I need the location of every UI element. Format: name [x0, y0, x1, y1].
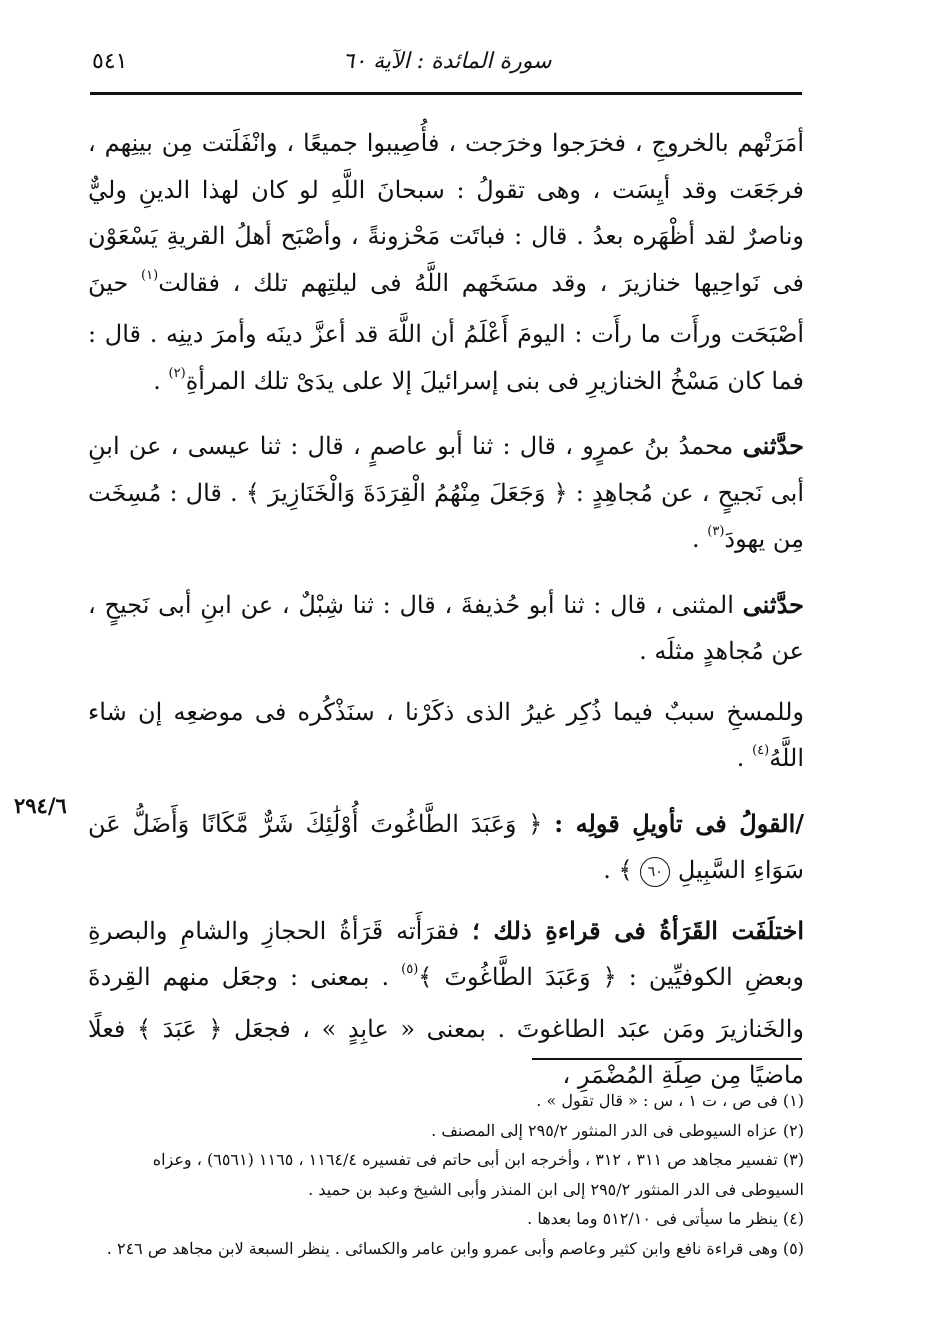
hadith-lead: حدَّثنى: [742, 431, 804, 460]
footnote-ref-2[interactable]: (٢): [168, 365, 186, 381]
footnote-5: (٥) وهى قراءة نافع وابن كثير وعاصم وأبى عمرو وابن عامر والكسائى . ينظر السبعة لابن مجاهد ص ٢٤٦ .: [106, 1238, 804, 1258]
footnote-1: (١) فى ص ، ت ١ ، س : « قال تقول » .: [536, 1091, 804, 1110]
quran-quote: ﴿ وَعَبَدَ الطَّاغُوتَ ﴾: [418, 963, 617, 991]
footnote-2: (٢) عزاه السيوطى فى الدر المنثور ٢٩٥/٢ إلى المصنف .: [431, 1120, 804, 1140]
margin-reference: ٢٩٤/٦: [14, 793, 67, 818]
footnote-ref-3[interactable]: (٣): [707, 524, 725, 539]
paragraph-6: اختلَفَت القَرَأةُ فى قراءةِ ذلك ؛ فقرَأَته قَرَأةُ الحجازِ والشامِ والبصرةِ وبعضِ الكوفيِّين : ﴿ وَعَبَدَ الطَّاغُوتَ ﴾$^{(٥)}$ . بمعنى : وجعَل منهم القِردةَ والخَنازيرَ ومَن عبَد الطاغوتَ . بمعنى « عابِدٍ » ، فجعَل ﴿ عَبَدَ ﴾ فعلًا ماضيًا مِن صِلَةِ المُضْمَرِ ،: [88, 915, 804, 1089]
quran-quote: ﴿ وَعَبَدَ الطَّاغُوتَ أُوْلَٰئِكَ شَرٌّ مَّكَانًا وَأَضَلُّ عَن سَوَاءِ السَّبِيلِ: [88, 809, 804, 884]
header-rule: [90, 92, 802, 95]
paragraph-5: /القولُ فى تأويلِ قولِه : ﴿ وَعَبَدَ الطَّاغُوتَ أُوْلَٰئِكَ شَرٌّ مَّكَانًا وَأَضَلُّ عَن سَوَاءِ السَّبِيلِ ٦٠ ﴾ .: [88, 801, 804, 894]
paragraph-1: أمَرَتْهم بالخروجِ ، فخرَجوا وخرَجت ، فأُصِيبوا جميعًا ، وانْفَلَتت مِن بينِهم ، فرجَعَت وقد أيِسَت ، وهى تقولُ : سبحانَ اللَّهِ لو كان لهذا الدينِ وليٌّ وناصرٌ لقد أظْهَره بعدُ . قال : فباتَت مَحْزونةً ، وأصْبَح أهلُ القريةِ يَسْعَوْن فى نَواحِيها خنازيرَ ، وقد مسَخَهم اللَّهُ فى ليلتِهم تلك ، فقالت$^{(١)}$ حينَ أصْبَحَت ورأَت ما رأَت : اليومَ أَعْلَمُ أن اللَّهَ قد أعزَّ دينَه وأمرَ دينِه . قال : فما كان مَسْخُ الخنازيرِ فى بنى إسرائيلَ إلا على يدَىْ تلك المرأةِ$^{(٢)}$ .: [88, 129, 804, 395]
footnote-ref-1[interactable]: (١): [141, 267, 159, 283]
page-number: ٥٤١: [92, 49, 128, 74]
running-title: سورة المائدة : الآية ٦٠: [342, 49, 552, 74]
paragraph-4: وللمسخِ سببٌ فيما ذُكِر غيرُ الذى ذكَرْنا ، سنَذْكُره فى موضعِه إن شاء اللَّهُ$^{(٤)}$ .: [88, 697, 804, 772]
quran-quote: ﴿ عَبَدَ ﴾: [136, 1014, 223, 1043]
footnote-rule: [532, 1058, 802, 1060]
section-heading: /القولُ فى تأويلِ قولِه :: [554, 808, 804, 838]
ayah-number-icon: ٦٠: [640, 857, 670, 887]
footnote-ref-5[interactable]: (٥): [401, 962, 419, 977]
section-lead: اختلَفَت القَرَأةُ فى قراءةِ ذلك ؛: [472, 915, 804, 945]
page-header: [92, 45, 802, 85]
footnote-3: (٣) تفسير مجاهد ص ٣١١ ، ٣١٢ ، وأخرجه ابن أبى حاتم فى تفسيره ١١٦٤/٤ ، ١١٦٥ (٦٥٦١) ، وعزاه السيوطى فى الدر المنثور ٢٩٥/٢ إلى ابن المنذر وأبى الشيخ وعبد بن حميد .: [152, 1150, 804, 1199]
footnote-ref-4[interactable]: (٤): [752, 743, 770, 758]
quran-quote: ﴿ وَجَعَلَ مِنْهُمُ الْقِرَدَةَ وَالْخَنَازِيرَ ﴾: [245, 478, 568, 507]
footnotes: [88, 1086, 804, 1263]
hadith-lead: حدَّثنى: [742, 589, 804, 619]
footnote-4: (٤) ينظر ما سيأتى فى ٥١٢/١٠ وما بعدها .: [527, 1209, 804, 1228]
paragraph-3: حدَّثنى المثنى ، قال : ثنا أبو حُذيفةَ ، قال : ثنا شِبْلٌ ، عن ابنِ أبى نَجيحٍ ، عن مُجاهدٍ مثلَه .: [88, 589, 804, 665]
main-text: [88, 120, 804, 1099]
paragraph-2: حدَّثنى محمدُ بنُ عمرٍو ، قال : ثنا أبو عاصمٍ ، قال : ثنا عيسى ، عن ابنِ أبى نَجيحٍ ، عن مُجاهِدٍ : ﴿ وَجَعَلَ مِنْهُمُ الْقِرَدَةَ وَالْخَنَازِيرَ ﴾ . قال : مُسِخَت مِن يهودَ$^{(٣)}$ .: [88, 431, 804, 553]
